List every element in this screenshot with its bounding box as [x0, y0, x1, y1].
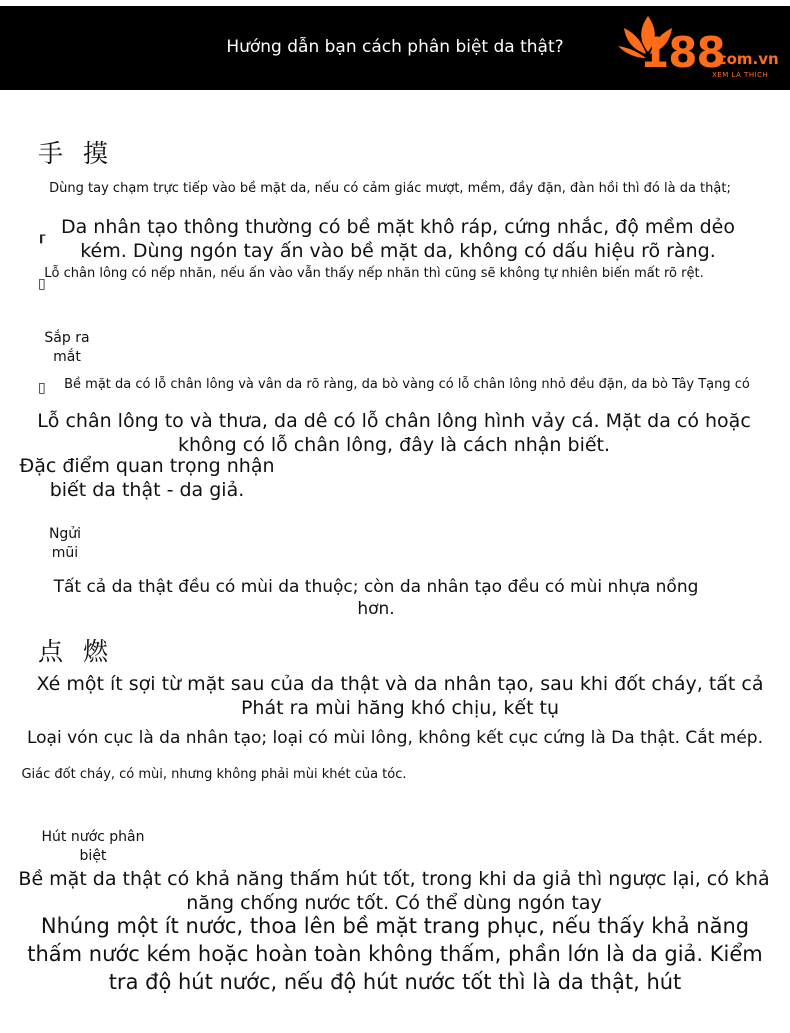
water-paragraph-2: Nhúng một ít nước, thoa lên bề mặt trang phục, nếu thấy khả năng thấm nước kém hoặc hoàn toàn không thấm, phần lớn là da giả. Kiểm tra độ hút nước, nếu độ hút nước tốt thì là da thật, hút: [27, 914, 763, 994]
logo-domain: .com.vn: [712, 50, 779, 68]
burn-paragraph-2: Loại vón cục là da nhân tạo; loại có mùi lông, không kết cục cứng là Da thật. Cắt mép.: [26, 728, 763, 748]
look-paragraph-2: Lỗ chân lông to và thưa, da dê có lỗ chân lông hình vảy cá. Mặt da có hoặc không có lỗ chân lông, đây là cách nhận biết.: [37, 410, 751, 456]
section-water-label: Hút nước phân biệt: [41, 829, 145, 864]
section-smell-label: Ngửi mũi: [48, 526, 82, 561]
list-marker-icon: ▯: [38, 380, 46, 396]
burn-paragraph-3: Giác đốt cháy, có mùi, nhưng không phải mùi khét của tóc.: [21, 767, 407, 782]
look-paragraph-1: Bề mặt da có lỗ chân lông và vân da rõ ràng, da bò vàng có lỗ chân lông nhỏ đều đặn, da bò Tây Tạng có: [64, 377, 750, 392]
water-paragraph-1: Bề mặt da thật có khả năng thấm hút tốt, trong khi da giả thì ngược lại, có khả năng chống nước tốt. Có thể dùng ngón tay: [18, 868, 770, 914]
burn-paragraph-1: Xé một ít sợi từ mặt sau của da thật và da nhân tạo, sau khi đốt cháy, tất cả Phát ra mùi hăng khó chịu, kết tụ: [36, 673, 764, 719]
section-burn-heading: 点 燃: [38, 637, 114, 666]
logo-digits: 188: [640, 28, 725, 77]
touch-paragraph-2: Da nhân tạo thông thường có bề mặt khô ráp, cứng nhắc, độ mềm dẻo kém. Dùng ngón tay ấn vào bề mặt da, không có dấu hiệu rõ ràng.: [60, 216, 735, 262]
logo-tagline: XEM LÀ THÍCH: [712, 71, 769, 79]
list-marker-icon: ┎: [37, 228, 46, 244]
touch-paragraph-1: Dùng tay chạm trực tiếp vào bề mặt da, nếu có cảm giác mượt, mềm, đầy đặn, đàn hồi thì đó là da thật;: [49, 181, 731, 196]
smell-paragraph-1: Tất cả da thật đều có mùi da thuộc; còn da nhân tạo đều có mùi nhựa nồng hơn.: [53, 577, 699, 619]
page-title: Hướng dẫn bạn cách phân biệt da thật?: [226, 37, 564, 57]
section-touch-heading: 手 摸: [38, 139, 114, 168]
touch-paragraph-3: Lỗ chân lông có nếp nhăn, nếu ấn vào vẫn thấy nếp nhăn thì cũng sẽ không tự nhiên biến mất rõ rệt.: [44, 266, 704, 281]
list-marker-icon: ▯: [38, 276, 46, 292]
look-paragraph-3: Đặc điểm quan trọng nhận biết da thật - da giả.: [19, 455, 275, 501]
section-look-label: Sắp ra mắt: [44, 330, 90, 365]
